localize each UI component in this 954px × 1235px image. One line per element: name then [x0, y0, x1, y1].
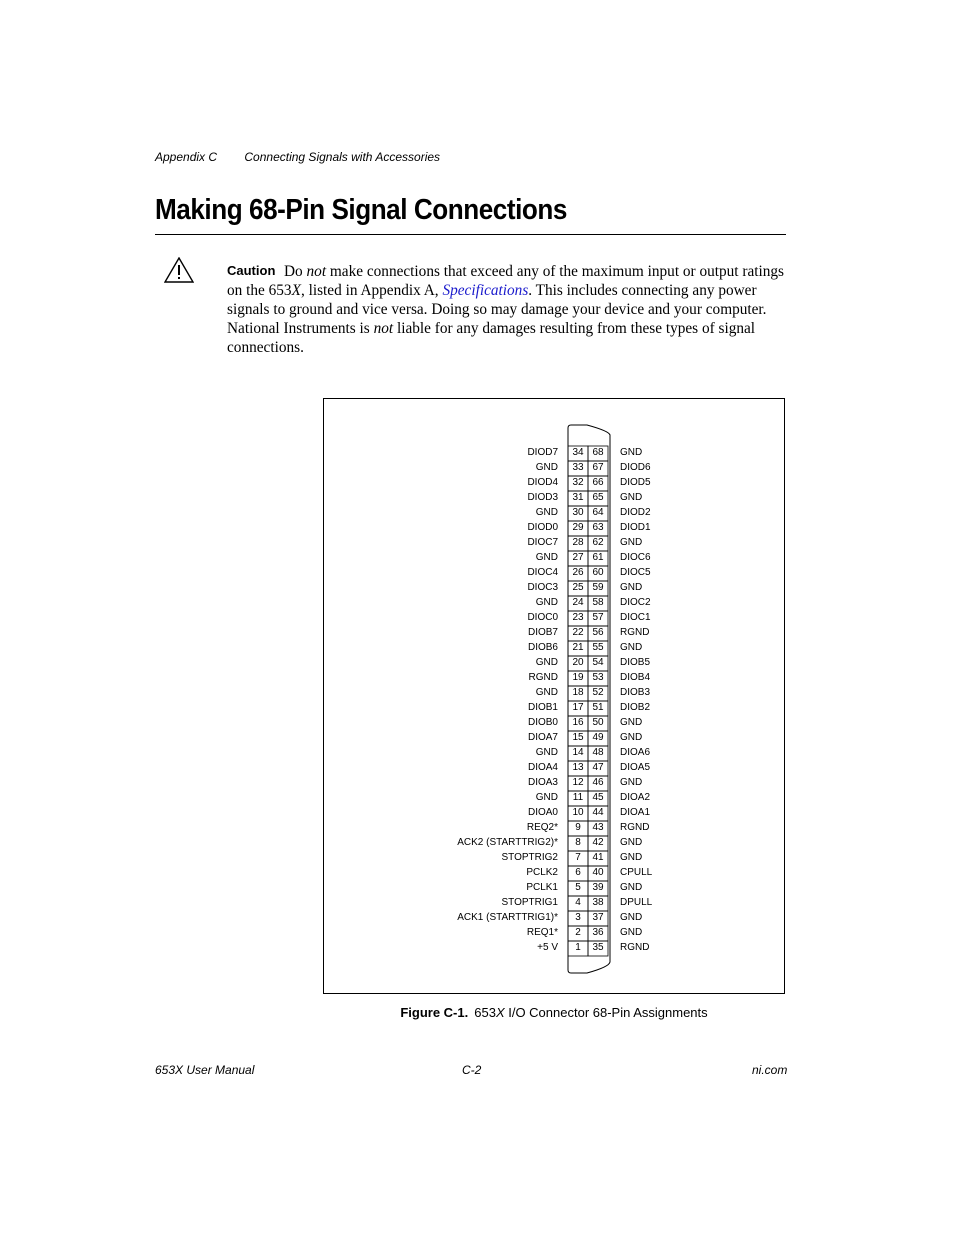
- figure-c1: [323, 398, 785, 994]
- pin-number-right: 48: [592, 747, 604, 758]
- pin-number-right: 50: [592, 717, 604, 728]
- pin-number-left: 25: [572, 582, 584, 593]
- pin-number-left: 24: [572, 597, 584, 608]
- pin-number-left: 26: [572, 567, 584, 578]
- header-chapter: Connecting Signals with Accessories: [244, 150, 441, 164]
- pin-number-left: 7: [575, 852, 581, 863]
- pin-number-left: 16: [572, 717, 584, 728]
- pin-label-left: REQ1*: [526, 927, 558, 938]
- pin-number-left: 17: [572, 702, 584, 713]
- page-header: [155, 150, 440, 164]
- pin-number-right: 41: [592, 852, 604, 863]
- pin-number-left: 2: [575, 927, 581, 938]
- pin-label-right: GND: [620, 852, 643, 863]
- pin-number-left: 15: [572, 732, 584, 743]
- pin-number-left: 13: [572, 762, 584, 773]
- pin-number-left: 9: [575, 822, 581, 833]
- pin-label-left: GND: [535, 462, 558, 473]
- pin-number-right: 43: [592, 822, 604, 833]
- caution-text: Do not make connections that exceed any of the maximum input or output ratings on the 653X, listed in Appendix A, Specifications. This includes connecting any power signals to ground and vice versa. Doing so may damage your device and your computer. National Instruments is not liable for any damages resulting from these types of signal connections.: [227, 263, 785, 356]
- pin-label-right: GND: [620, 447, 643, 458]
- pin-number-left: 33: [572, 462, 584, 473]
- pin-label-right: GND: [620, 492, 643, 503]
- specifications-link[interactable]: Specifications: [442, 282, 529, 299]
- pin-label-left: GND: [535, 552, 558, 563]
- pin-number-right: 49: [592, 732, 604, 743]
- pin-number-right: 44: [592, 807, 604, 818]
- pin-number-right: 68: [592, 447, 604, 458]
- pin-label-left: GND: [535, 657, 558, 668]
- pin-number-right: 38: [592, 897, 604, 908]
- pin-number-left: 31: [572, 492, 584, 503]
- pin-label-right: DIOD1: [620, 522, 651, 533]
- title-rule: [155, 234, 786, 235]
- pin-number-right: 36: [592, 927, 604, 938]
- pin-number-right: 66: [592, 477, 604, 488]
- pin-number-right: 40: [592, 867, 604, 878]
- pin-label-right: GND: [620, 777, 643, 788]
- pin-number-left: 8: [575, 837, 581, 848]
- pin-label-left: DIOA4: [527, 762, 558, 773]
- pin-label-left: DIOB6: [527, 642, 558, 653]
- pin-label-left: DIOC3: [527, 582, 558, 593]
- pin-number-left: 4: [575, 897, 581, 908]
- caution-icon: [164, 257, 194, 283]
- pin-label-right: GND: [620, 642, 643, 653]
- pin-number-left: 20: [572, 657, 584, 668]
- pin-label-left: DIOC7: [527, 537, 558, 548]
- pin-number-right: 52: [592, 687, 604, 698]
- pin-number-right: 39: [592, 882, 604, 893]
- pin-label-right: DIOA6: [620, 747, 651, 758]
- pin-label-left: DIOA7: [527, 732, 558, 743]
- pin-number-left: 32: [572, 477, 584, 488]
- pin-label-right: DIOB3: [620, 687, 651, 698]
- pin-label-right: GND: [620, 582, 643, 593]
- pin-label-left: GND: [535, 747, 558, 758]
- pin-number-left: 27: [572, 552, 584, 563]
- figure-caption: Figure C-1. 653X I/O Connector 68-Pin Assignments: [400, 1005, 708, 1020]
- pin-label-left: PCLK2: [526, 867, 558, 878]
- pin-number-left: 22: [572, 627, 584, 638]
- pin-number-right: 55: [592, 642, 604, 653]
- pin-number-right: 57: [592, 612, 604, 623]
- pin-number-right: 37: [592, 912, 604, 923]
- pin-number-right: 65: [592, 492, 604, 503]
- pin-label-left: DIOC0: [527, 612, 558, 623]
- pin-number-left: 10: [572, 807, 584, 818]
- pin-label-left: DIOC4: [527, 567, 558, 578]
- pin-number-left: 5: [575, 882, 581, 893]
- pin-number-right: 54: [592, 657, 604, 668]
- pin-label-left: GND: [535, 792, 558, 803]
- pin-label-right: DIOB4: [620, 672, 651, 683]
- pin-label-left: STOPTRIG2: [501, 852, 558, 863]
- pin-label-left: DIOA3: [527, 777, 558, 788]
- footer-site: ni.com: [752, 1063, 788, 1077]
- pin-label-right: DPULL: [620, 897, 653, 908]
- pin-number-right: 62: [592, 537, 604, 548]
- pin-number-right: 53: [592, 672, 604, 683]
- pin-number-left: 29: [572, 522, 584, 533]
- pin-number-right: 42: [592, 837, 604, 848]
- pin-label-right: DIOD2: [620, 507, 651, 518]
- pin-number-right: 67: [592, 462, 604, 473]
- pin-label-right: RGND: [620, 942, 650, 953]
- pin-number-left: 12: [572, 777, 584, 788]
- pin-number-right: 51: [592, 702, 604, 713]
- caution-label: Caution: [227, 263, 276, 278]
- pin-label-left: GND: [535, 597, 558, 608]
- pin-label-left: +5 V: [537, 942, 558, 953]
- pin-label-right: CPULL: [620, 867, 653, 878]
- pin-label-right: DIOD5: [620, 477, 651, 488]
- pin-number-left: 11: [572, 792, 584, 803]
- header-appendix: Appendix C: [155, 150, 218, 164]
- pin-label-left: STOPTRIG1: [501, 897, 558, 908]
- pin-label-right: GND: [620, 717, 643, 728]
- pin-label-left: RGND: [528, 672, 558, 683]
- pin-label-right: DIOC2: [620, 597, 651, 608]
- pin-label-left: DIOA0: [527, 807, 558, 818]
- pin-label-left: ACK1 (STARTTRIG1)*: [457, 912, 558, 923]
- pin-label-left: DIOB1: [527, 702, 558, 713]
- footer-manual: 653X User Manual: [155, 1063, 255, 1077]
- pin-number-right: 63: [592, 522, 604, 533]
- pin-label-right: DIOC5: [620, 567, 651, 578]
- pin-label-right: DIOC1: [620, 612, 651, 623]
- pin-label-right: DIOB2: [620, 702, 651, 713]
- pin-label-left: DIOD7: [527, 447, 558, 458]
- pin-label-right: DIOA2: [620, 792, 651, 803]
- pin-number-left: 18: [572, 687, 584, 698]
- pin-number-left: 28: [572, 537, 584, 548]
- pin-label-left: REQ2*: [526, 822, 558, 833]
- pin-label-right: RGND: [620, 627, 650, 638]
- pin-number-left: 34: [572, 447, 584, 458]
- pin-number-right: 60: [592, 567, 604, 578]
- pin-label-left: ACK2 (STARTTRIG2)*: [457, 837, 558, 848]
- pin-label-left: PCLK1: [526, 882, 558, 893]
- pin-number-left: 1: [575, 942, 581, 953]
- pin-label-right: DIOB5: [620, 657, 651, 668]
- pin-number-left: 3: [575, 912, 581, 923]
- pin-number-left: 14: [572, 747, 584, 758]
- footer-page-number: C-2: [462, 1063, 482, 1077]
- pin-number-right: 58: [592, 597, 604, 608]
- pin-number-left: 19: [572, 672, 584, 683]
- page-title: Making 68-Pin Signal Connections: [155, 194, 567, 226]
- pin-label-right: DIOC6: [620, 552, 651, 563]
- pin-number-right: 46: [592, 777, 604, 788]
- pin-label-right: GND: [620, 882, 643, 893]
- pin-number-right: 56: [592, 627, 604, 638]
- pin-label-left: DIOB7: [527, 627, 558, 638]
- pin-label-left: DIOD0: [527, 522, 558, 533]
- pin-number-right: 64: [592, 507, 604, 518]
- pin-number-right: 61: [592, 552, 604, 563]
- pin-label-right: GND: [620, 927, 643, 938]
- pin-number-left: 6: [575, 867, 581, 878]
- pin-label-right: GND: [620, 537, 643, 548]
- pin-number-left: 23: [572, 612, 584, 623]
- pin-label-left: DIOD4: [527, 477, 558, 488]
- pin-label-right: DIOA1: [620, 807, 651, 818]
- pin-label-left: DIOB0: [527, 717, 558, 728]
- pin-label-right: GND: [620, 732, 643, 743]
- pin-number-right: 45: [592, 792, 604, 803]
- pin-label-right: DIOD6: [620, 462, 651, 473]
- pin-label-right: RGND: [620, 822, 650, 833]
- pin-number-left: 30: [572, 507, 584, 518]
- pin-number-right: 59: [592, 582, 604, 593]
- pin-label-right: GND: [620, 837, 643, 848]
- pin-label-right: GND: [620, 912, 643, 923]
- pin-label-left: DIOD3: [527, 492, 558, 503]
- pin-number-right: 35: [592, 942, 604, 953]
- pin-number-right: 47: [592, 762, 604, 773]
- pin-label-right: DIOA5: [620, 762, 651, 773]
- pin-label-left: GND: [535, 687, 558, 698]
- pin-number-left: 21: [572, 642, 584, 653]
- pin-label-left: GND: [535, 507, 558, 518]
